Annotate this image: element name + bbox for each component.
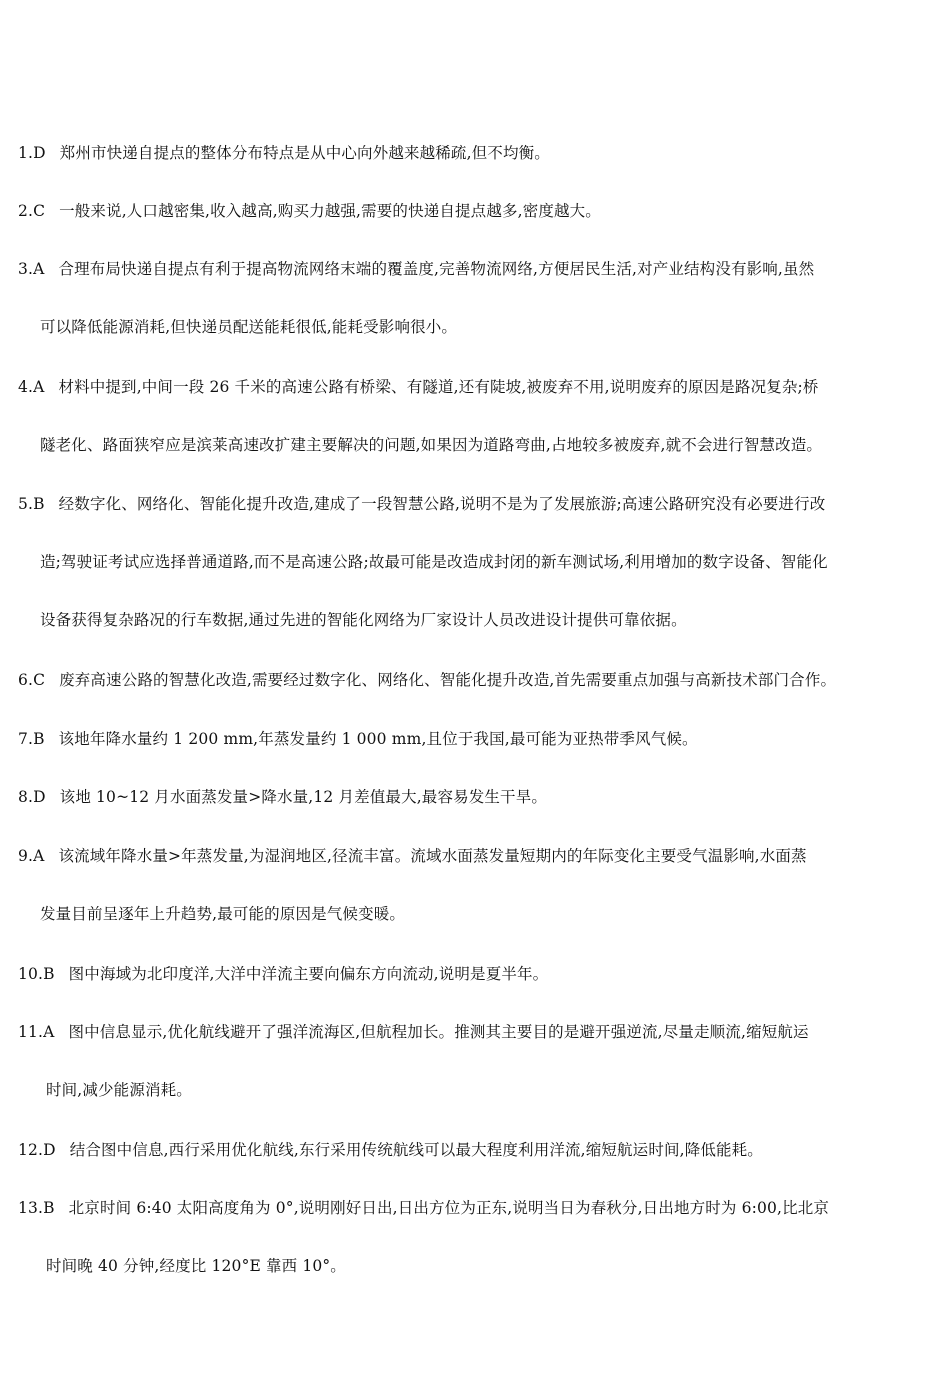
answer-line	[18, 1121, 933, 1179]
answer-number: 6.C	[18, 671, 46, 689]
answer-line	[18, 240, 933, 298]
answer-continuation: 隧老化、路面狭窄应是滨莱高速改扩建主要解决的问题,如果因为道路弯曲,占地较多被废弃,就不会进行智慧改造。	[40, 436, 823, 454]
answer-line	[18, 182, 933, 240]
answer-line	[18, 475, 933, 533]
answer-line	[18, 124, 933, 182]
answer-text: 该地年降水量约 1 200 mm,年蒸发量约 1 000 mm,且位于我国,最可能为亚热带季风气候。	[58, 730, 698, 748]
answer-text: 经数字化、网络化、智能化提升改造,建成了一段智慧公路,说明不是为了发展旅游;高速公路研究没有必要进行改	[58, 495, 826, 513]
answer-continuation: 时间晚 40 分钟,经度比 120°E 靠西 10°。	[46, 1257, 346, 1275]
answer-line	[18, 358, 933, 416]
answer-number: 1.D	[18, 144, 46, 162]
answer-10	[18, 945, 933, 1003]
answer-12	[18, 1121, 933, 1179]
answer-line	[18, 651, 933, 709]
answer-text: 图中海域为北印度洋,大洋中洋流主要向偏东方向流动,说明是夏半年。	[68, 965, 549, 983]
answer-9	[18, 827, 933, 943]
answer-6	[18, 651, 933, 709]
answer-number: 2.C	[18, 202, 46, 220]
answer-7	[18, 710, 933, 768]
answer-text: 图中信息显示,优化航线避开了强洋流海区,但航程加长。推测其主要目的是避开强逆流,尽量走顺流,缩短航运	[68, 1023, 809, 1041]
answer-11	[18, 1003, 933, 1119]
answer-text: 材料中提到,中间一段 26 千米的高速公路有桥梁、有隧道,还有陡坡,被废弃不用,说明废弃的原因是路况复杂;桥	[58, 378, 819, 396]
answer-4	[18, 358, 933, 474]
answer-number: 4.A	[18, 378, 45, 396]
answer-number: 10.B	[18, 965, 55, 983]
answer-1	[18, 124, 933, 182]
answer-13	[18, 1179, 933, 1295]
answer-number: 5.B	[18, 495, 45, 513]
answer-text: 北京时间 6:40 太阳高度角为 0°,说明刚好日出,日出方位为正东,说明当日为春秋分,日出地方时为 6:00,比北京	[68, 1199, 830, 1217]
answer-text: 废弃高速公路的智慧化改造,需要经过数字化、网络化、智能化提升改造,首先需要重点加强与高新技术部门合作。	[59, 671, 837, 689]
answer-2	[18, 182, 933, 240]
answer-text: 合理布局快递自提点有利于提高物流网络末端的覆盖度,完善物流网络,方便居民生活,对产业结构没有影响,虽然	[58, 260, 815, 278]
answer-line	[18, 1003, 933, 1061]
answer-line	[18, 1179, 933, 1237]
answer-line	[18, 945, 933, 1003]
answer-number: 8.D	[18, 788, 46, 806]
answer-continuation: 可以降低能源消耗,但快递员配送能耗很低,能耗受影响很小。	[40, 318, 458, 336]
answer-text: 该流域年降水量>年蒸发量,为湿润地区,径流丰富。流域水面蒸发量短期内的年际变化主要受气温影响,水面蒸	[58, 847, 807, 865]
answer-number: 7.B	[18, 730, 45, 748]
answer-line	[18, 710, 933, 768]
answer-number: 13.B	[18, 1199, 55, 1217]
answer-5	[18, 475, 933, 649]
answer-number: 11.A	[18, 1023, 55, 1041]
answer-number: 9.A	[18, 847, 45, 865]
answer-number: 3.A	[18, 260, 45, 278]
answer-text: 结合图中信息,西行采用优化航线,东行采用传统航线可以最大程度利用洋流,缩短航运时间,降低能耗。	[69, 1141, 763, 1159]
answer-line	[18, 768, 933, 826]
answer-text: 郑州市快递自提点的整体分布特点是从中心向外越来越稀疏,但不均衡。	[59, 144, 550, 162]
answer-continuation: 时间,减少能源消耗。	[46, 1081, 192, 1099]
answer-continuation: 发量目前呈逐年上升趋势,最可能的原因是气候变暖。	[40, 905, 406, 923]
answer-3	[18, 240, 933, 356]
answer-continuation: 造;驾驶证考试应选择普通道路,而不是高速公路;故最可能是改造成封闭的新车测试场,利用增加的数字设备、智能化	[40, 553, 828, 571]
answer-text: 一般来说,人口越密集,收入越高,购买力越强,需要的快递自提点越多,密度越大。	[59, 202, 601, 220]
answer-line	[18, 827, 933, 885]
answer-8	[18, 768, 933, 826]
answer-continuation: 设备获得复杂路况的行车数据,通过先进的智能化网络为厂家设计人员改进设计提供可靠依据。	[40, 611, 687, 629]
answer-number: 12.D	[18, 1141, 56, 1159]
answer-text: 该地 10~12 月水面蒸发量>降水量,12 月差值最大,最容易发生干旱。	[59, 788, 548, 806]
